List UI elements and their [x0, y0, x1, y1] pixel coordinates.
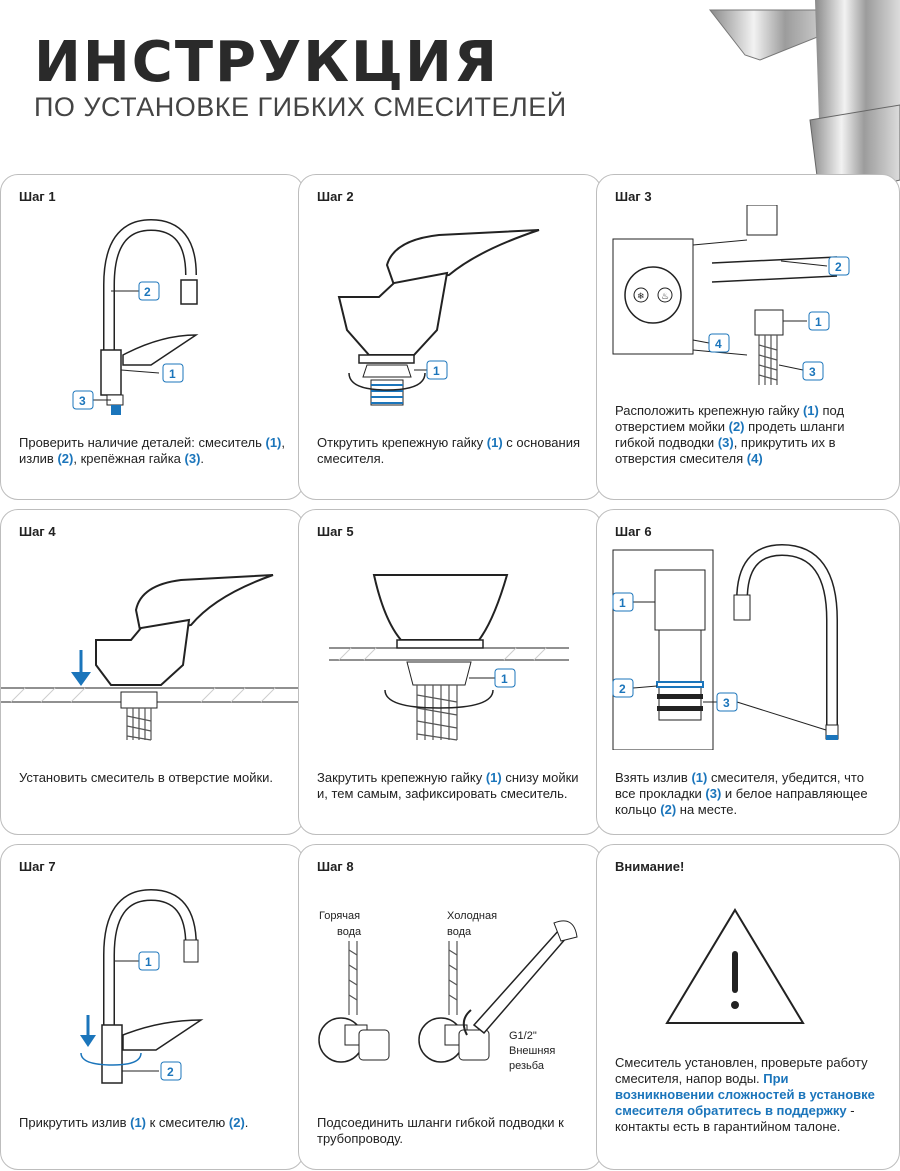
step-card-2 [298, 174, 602, 500]
step-description: Закрутить крепежную гайку (1) снизу мойки и, тем самым, зафиксировать смеситель. [317, 770, 579, 801]
step-description: Взять излив (1) смесителя, убедится, что все прокладки (3) и белое направляющее кольцо (2) на месте. [615, 770, 868, 817]
step-label: Шаг 5 [317, 524, 354, 539]
step1-illustration [1, 205, 305, 415]
svg-text:2: 2 [835, 260, 842, 274]
svg-text:2: 2 [167, 1065, 174, 1079]
step-description: Подсоединить шланги гибкой подводки к трубопроводу. [317, 1115, 564, 1146]
step5-illustration [299, 540, 603, 750]
svg-text:2: 2 [144, 285, 151, 299]
step-description: Расположить крепежную гайку (1) под отверстием мойки (2) продеть шланги гибкой подводки (3), прикрутить их в отверстия смесителя (4) [615, 403, 845, 466]
step3-illustration [597, 205, 900, 395]
callout-2 [613, 679, 633, 697]
svg-text:Внешняя: Внешняя [509, 1045, 556, 1057]
page-subtitle: ПО УСТАНОВКЕ ГИБКИХ СМЕСИТЕЛЕЙ [34, 92, 567, 122]
step-card-1 [0, 174, 304, 500]
svg-text:вода: вода [447, 926, 472, 938]
svg-text:4: 4 [715, 337, 722, 351]
step7-illustration [1, 875, 305, 1085]
svg-text:1: 1 [433, 364, 440, 378]
svg-text:❄: ❄ [637, 291, 645, 301]
callout-1 [427, 361, 447, 379]
step-label: Шаг 2 [317, 189, 354, 204]
svg-text:2: 2 [619, 682, 626, 696]
callout-1 [163, 364, 183, 382]
callout-4 [709, 334, 729, 352]
svg-text:Горячая: Горячая [319, 910, 361, 922]
callout-2 [161, 1062, 181, 1080]
callout-3 [717, 693, 737, 711]
callout-2 [139, 282, 159, 300]
step8-illustration [299, 875, 603, 1085]
step-label: Шаг 1 [19, 189, 56, 204]
step-label: Шаг 7 [19, 859, 56, 874]
callout-3 [803, 362, 823, 380]
svg-text:1: 1 [145, 955, 152, 969]
step-label: Шаг 4 [19, 524, 56, 539]
svg-text:1: 1 [815, 315, 822, 329]
svg-text:3: 3 [809, 365, 816, 379]
step6-illustration [597, 540, 900, 750]
step-card-8 [298, 844, 602, 1170]
svg-text:Холодная: Холодная [447, 910, 498, 922]
callout-3 [73, 391, 93, 409]
callout-2 [829, 257, 849, 275]
svg-text:3: 3 [79, 394, 86, 408]
step4-illustration [1, 540, 305, 750]
svg-text:3: 3 [723, 696, 730, 710]
step-card-6 [596, 509, 900, 835]
callout-1 [495, 669, 515, 687]
svg-text:G1/2": G1/2" [509, 1030, 537, 1042]
step-description: Открутить крепежную гайку (1) с основания смесителя. [317, 435, 581, 466]
step-label: Шаг 8 [317, 859, 354, 874]
warning-description: Смеситель установлен, проверьте работу смесителя, напор воды. При возникновении сложностей в установке смесителя обратитесь в поддержку - контакты есть в гарантийном талоне. [615, 1055, 875, 1134]
step-description: Проверить наличие деталей: смеситель (1), излив (2), крепёжная гайка (3). [19, 435, 286, 466]
step-label: Шаг 6 [615, 524, 652, 539]
step-description: Установить смеситель в отверстие мойки. [19, 770, 274, 785]
callout-1 [809, 312, 829, 330]
step-card-5 [298, 509, 602, 835]
callout-1 [139, 952, 159, 970]
warning-card [596, 844, 900, 1170]
warning-triangle-icon [597, 875, 900, 1035]
step-card-3 [596, 174, 900, 500]
step-description: Прикрутить излив (1) к смесителю (2). [19, 1115, 249, 1130]
step-card-4 [0, 509, 304, 835]
step-card-7 [0, 844, 304, 1170]
svg-text:1: 1 [619, 596, 626, 610]
svg-text:резьба: резьба [509, 1060, 544, 1072]
warning-label: Внимание! [615, 859, 685, 874]
svg-text:1: 1 [501, 672, 508, 686]
svg-text:♨: ♨ [661, 291, 670, 301]
svg-text:вода: вода [337, 926, 362, 938]
page-title: ИНСТРУКЦИЯ [34, 30, 499, 95]
callout-1 [613, 593, 633, 611]
svg-text:1: 1 [169, 367, 176, 381]
step-label: Шаг 3 [615, 189, 652, 204]
step2-illustration [299, 205, 603, 415]
